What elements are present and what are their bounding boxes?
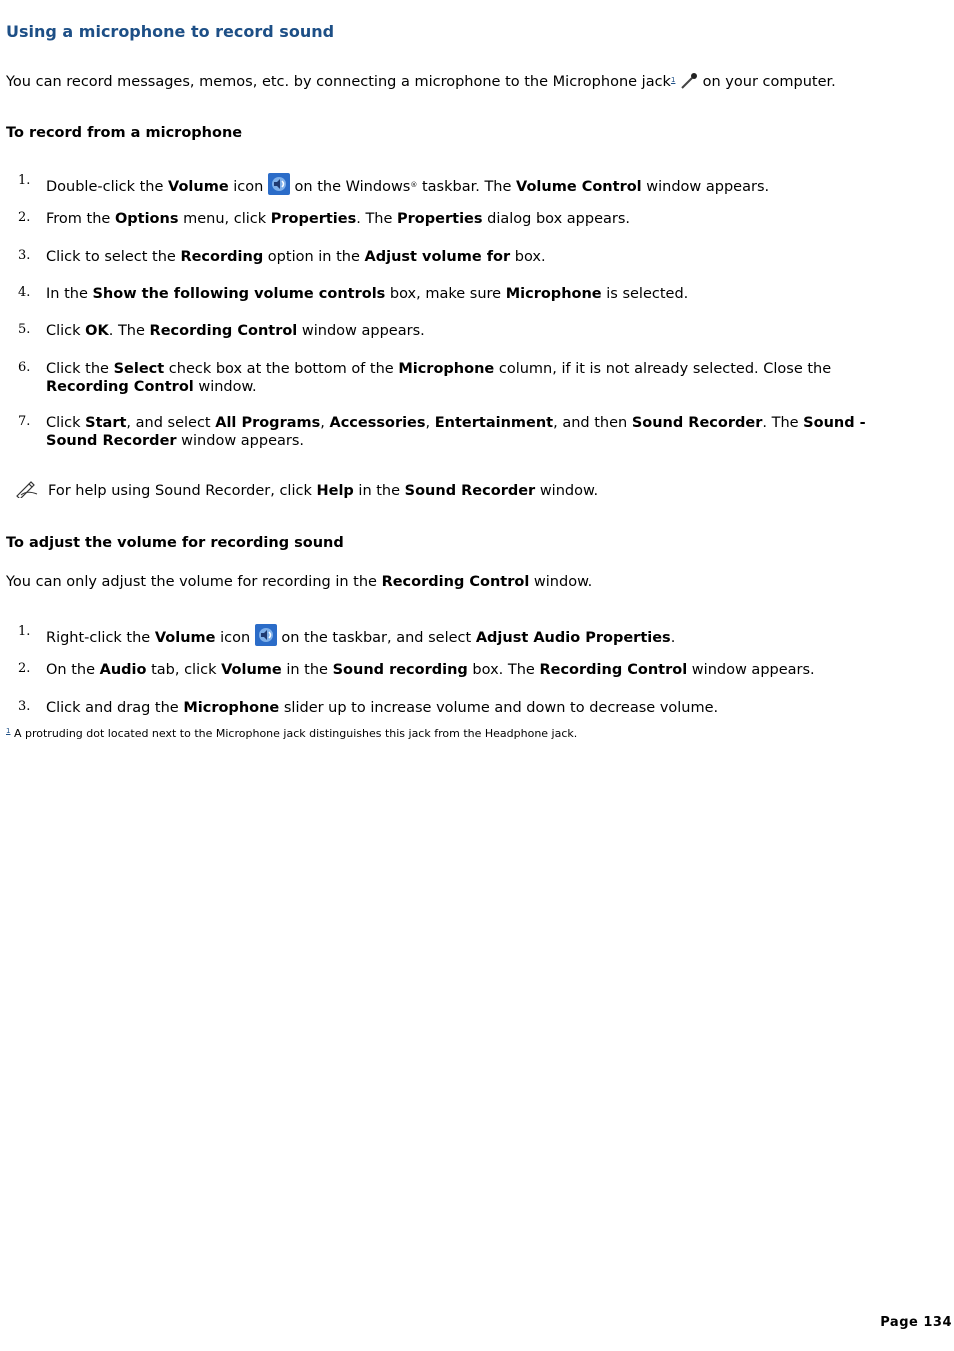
step-item: Right-click the Volume icon on the taskbar, and select Adjust Audio Properties. xyxy=(46,624,886,651)
step-item: Click OK. The Recording Control window appears. xyxy=(46,323,425,339)
volume-icon xyxy=(268,173,290,200)
step-item: Double-click the Volume icon on the Windows® taskbar. The Volume Control window appears. xyxy=(46,173,886,200)
note-pencil-icon xyxy=(15,480,39,502)
footnote-text: A protruding dot located next to the Microphone jack distinguishes this jack from the Headphone jack. xyxy=(13,727,578,740)
section-heading-adjust: To adjust the volume for recording sound xyxy=(6,535,344,551)
step-number: 7. xyxy=(18,414,31,429)
step-number: 2. xyxy=(18,210,31,225)
intro-text: You can record messages, memos, etc. by connecting a microphone to the Microphone jack xyxy=(6,74,671,90)
page-number: Page 134 xyxy=(880,1315,952,1330)
step-number: 2. xyxy=(18,661,31,676)
microphone-jack-icon xyxy=(680,72,698,94)
intro-text-after: on your computer. xyxy=(698,74,836,90)
step-item: On the Audio tab, click Volume in the Sound recording box. The Recording Control window appears. xyxy=(46,662,815,678)
step-number: 6. xyxy=(18,360,31,375)
volume-icon xyxy=(255,624,277,651)
step-number: 1. xyxy=(18,624,31,639)
step-number: 1. xyxy=(18,173,31,188)
footnote xyxy=(6,727,577,740)
note-text: For help using Sound Recorder, click Help in the Sound Recorder window. xyxy=(48,483,599,499)
footnote-link[interactable]: 1 xyxy=(670,76,676,84)
step-item: From the Options menu, click Properties. The Properties dialog box appears. xyxy=(46,211,631,227)
footnote-marker[interactable]: 1 xyxy=(6,727,11,735)
intro-paragraph xyxy=(6,72,836,94)
step-number: 5. xyxy=(18,322,31,337)
step-number: 3. xyxy=(18,248,31,263)
step-number: 3. xyxy=(18,699,31,714)
step-item: In the Show the following volume controls box, make sure Microphone is selected. xyxy=(46,286,689,302)
section2-intro: You can only adjust the volume for recording in the Recording Control window. xyxy=(6,574,593,590)
step-item: Click Start, and select All Programs, Accessories, Entertainment, and then Sound Recorder. The Sound - Sound Recorder window appears. xyxy=(46,415,866,449)
step-number: 4. xyxy=(18,285,31,300)
step-item: Click the Select check box at the bottom of the Microphone column, if it is not already selected. Close the Recording Control window. xyxy=(46,361,832,395)
section-heading-record: To record from a microphone xyxy=(6,125,243,141)
step-item: Click and drag the Microphone slider up to increase volume and down to decrease volume. xyxy=(46,700,719,716)
step-item: Click to select the Recording option in the Adjust volume for box. xyxy=(46,249,546,265)
page-title: Using a microphone to record sound xyxy=(6,22,335,41)
